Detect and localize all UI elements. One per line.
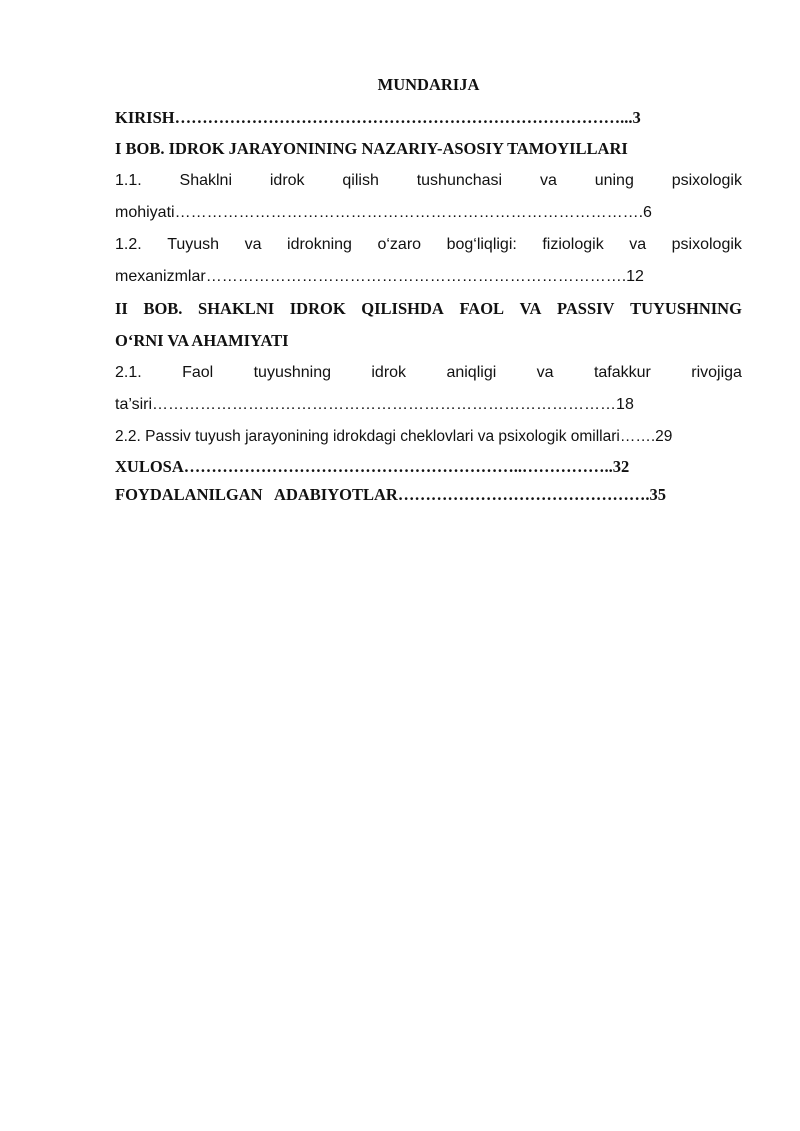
toc-word: tuyushning [253,364,331,381]
toc-word: PASSIV [557,299,615,318]
toc-word: o‘zaro [377,236,422,253]
toc-word: VA [519,299,542,318]
toc-word: IDROK [289,299,346,318]
toc-word: Faol [182,364,214,381]
toc-word: aniqligi [446,364,497,381]
toc-word: psixologik [671,236,742,253]
toc-word: uning [594,172,634,189]
toc-word: rivojiga [691,364,742,381]
toc-word: QILISHDA [361,299,444,318]
toc-word: va [244,236,262,253]
toc-entry-2-1-page-line: ta’siri……………………………………………………………………………18 [115,396,634,413]
toc-entry-1-1 [115,165,742,229]
toc-chapter-2-heading-line2: O‘RNI VA AHAMIYATI [115,331,289,350]
toc-entry-2-2: 2.2. Passiv tuyush jarayonining idrokdagi cheklovlari va psixologik omillari…….29 [115,428,673,445]
toc-word: tushunchasi [416,172,503,189]
toc-word: idrok [269,172,305,189]
toc-entry-1-1-page-line: mohiyati…………………………………………………………………………….6 [115,204,652,221]
toc-word: Shaklni [179,172,233,189]
toc-word: psixologik [671,172,742,189]
toc-word: idrok [371,364,407,381]
toc-word: 2.1. [115,364,142,381]
toc-word: bog‘liqligi: [446,236,517,253]
toc-chapter-1-heading: I BOB. IDROK JARAYONINING NAZARIY-ASOSIY TAMOYILLARI [115,139,628,158]
toc-word: 1.2. [115,236,142,253]
toc-word: idrokning [287,236,352,253]
toc-word: fiziologik [542,236,604,253]
table-of-contents [115,75,742,509]
toc-word: SHAKLNI [198,299,275,318]
toc-word: II [115,299,128,318]
toc-word: va [629,236,647,253]
toc-entry-1-2-page-line: mexanizmlar…………………………………………………………………….12 [115,268,644,285]
toc-word: TUYUSHNING [630,299,742,318]
toc-entry-2-1 [115,357,742,421]
toc-entry-foydalanilgan-adabiyotlar: FOYDALANILGAN ADABIYOTLAR……………………………………….35 [115,485,666,504]
toc-entry-xulosa: XULOSA……………………………………………………..……………..32 [115,457,630,476]
toc-word: Tuyush [167,236,220,253]
toc-word: va [539,172,557,189]
toc-word: tafakkur [593,364,651,381]
toc-word: BOB. [143,299,183,318]
toc-word: FAOL [459,299,505,318]
toc-entry-kirish: KIRISH………………………………………………………………………...3 [115,108,641,127]
toc-title: MUNDARIJA [377,75,480,94]
toc-word: va [536,364,554,381]
toc-word: qilish [342,172,379,189]
toc-entry-1-2 [115,229,742,293]
toc-chapter-2-heading [115,293,742,357]
toc-word: 1.1. [115,172,142,189]
